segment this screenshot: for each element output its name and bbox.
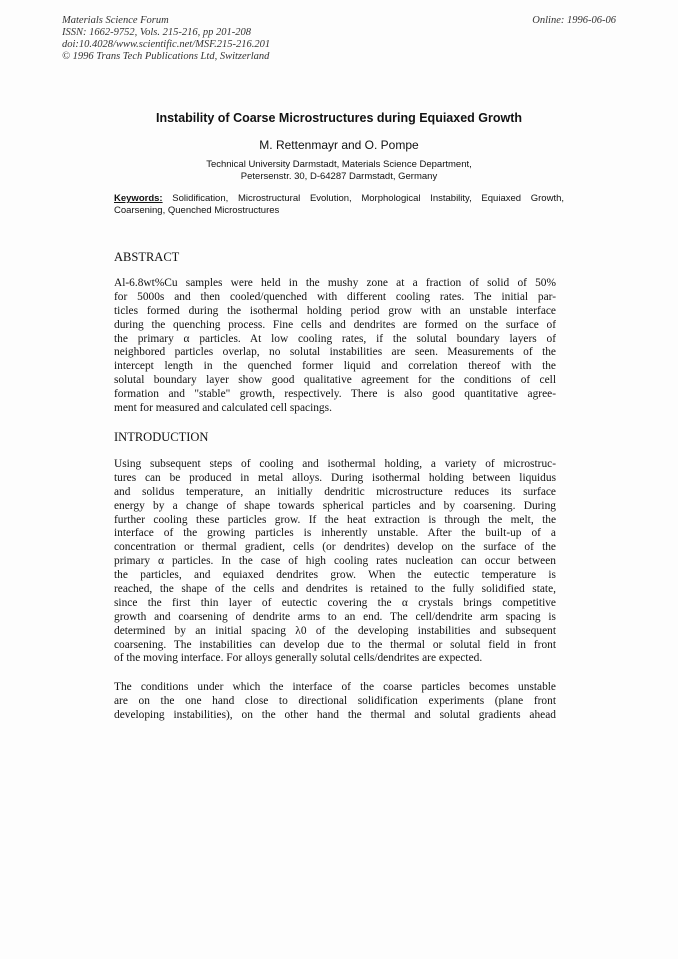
text-line: and solidus temperature, an initially dendritic microstructure reduces its surface (114, 485, 556, 498)
copyright-line: © 1996 Trans Tech Publications Ltd, Switzerland (62, 51, 270, 62)
text-line: Using subsequent steps of cooling and isothermal holding, a variety of microstruc- (114, 458, 556, 470)
text-line: Al-6.8wt%Cu samples were held in the mushy zone at a fraction of solid of 50% (114, 277, 556, 289)
text-line: intercept length in the quenched former liquid and correlation thereof with the (114, 360, 556, 373)
keywords-text-1: Solidification, Microstructural Evolution, Morphological Instability, Equiaxed Growth, (172, 193, 565, 204)
affiliation-line-1: Technical University Darmstadt, Materials Science Department, (206, 159, 472, 170)
journal-name: Materials Science Forum (62, 15, 169, 26)
text-line: neighbored particles overlap, no solutal instabilities are seen. Measurements of the (114, 346, 556, 359)
text-line: of the moving interface. For alloys generally solutal cells/dendrites are expected. (114, 652, 483, 665)
text-line: ticles formed during the isothermal holding period grow with an unstable interface (114, 304, 556, 317)
text-line: the particles, and equiaxed dendrites grow. When the eutectic temperature is (114, 569, 556, 582)
introduction-paragraph-1 (114, 458, 556, 666)
text-line: formation and "stable" growth, respectively. There is also good quantitative agree- (114, 388, 556, 401)
text-line: interface of the growing particles is inherently unstable. After the built-up of a (114, 527, 556, 540)
text-line: primary α particles. In the case of high cooling rates nucleation can occur between (114, 555, 556, 568)
journal-header (62, 15, 270, 63)
text-line: developing instabilities), on the other hand the thermal and solutal gradients ahead (114, 708, 556, 721)
paper-authors: M. Rettenmayr and O. Pompe (259, 138, 419, 152)
keywords-label: Keywords: (114, 193, 163, 204)
abstract-paragraph (114, 277, 556, 416)
text-line: growth and coarsening of dendrite arms to an end. The cell/dendrite arm spacing is (114, 610, 556, 623)
text-line: coarsening. The instabilities can develop due to the thermal or solutal field in front (114, 638, 556, 651)
affiliation-line-2: Petersenstr. 30, D-64287 Darmstadt, Germany (240, 171, 438, 182)
text-line: determined by an initial spacing λ0 of the developing instabilities and subsequent (114, 624, 556, 637)
text-line: ment for measured and calculated cell spacings. (114, 402, 332, 415)
keywords-line-2: Coarsening, Quenched Microstructures (114, 205, 280, 216)
text-line: during the quenching process. Fine cells and dendrites are formed on the surface of (114, 318, 556, 331)
online-date: Online: 1996-06-06 (532, 15, 616, 26)
text-line: further cooling these particles grow. If the heat extraction is through the melt, the (114, 513, 556, 526)
text-line: the primary α particles. At low cooling rates, if the solutal boundary layers of (114, 332, 556, 345)
introduction-heading: INTRODUCTION (114, 430, 209, 444)
introduction-paragraph-2 (114, 681, 556, 723)
doi-line: doi:10.4028/www.scientific.net/MSF.215-216.201 (62, 39, 271, 50)
abstract-heading: ABSTRACT (114, 250, 180, 264)
text-line: concentration or thermal gradient, cells (or dendrites) develop on the surface of the (114, 541, 556, 554)
text-line: are on the one hand close to directional solidification experiments (plane front (114, 694, 556, 707)
text-line: reached, the shape of the cells and dendrites is retained to the fully solidified state, (114, 583, 556, 596)
text-line: The conditions under which the interface of the coarse particles becomes unstable (114, 681, 556, 693)
keywords-line-1 (114, 193, 564, 205)
text-line: for 5000s and then cooled/quenched with different cooling rates. The initial par- (114, 290, 556, 303)
paper-title: Instability of Coarse Microstructures during Equiaxed Growth (155, 111, 523, 125)
text-line: tures can be produced in metal alloys. During isothermal holding between liquidus (114, 471, 556, 484)
text-line: since the first thin layer of eutectic covering the α crystals brings competitive (114, 596, 556, 609)
text-line: energy by a change of shape towards spherical particles and by coarsening. During (114, 499, 556, 512)
keywords (114, 193, 564, 217)
affiliation (0, 159, 678, 183)
text-line: solutal boundary layer show good qualitative agreement for the conditions of cell (114, 374, 556, 387)
issn-line: ISSN: 1662-9752, Vols. 215-216, pp 201-208 (62, 27, 251, 38)
